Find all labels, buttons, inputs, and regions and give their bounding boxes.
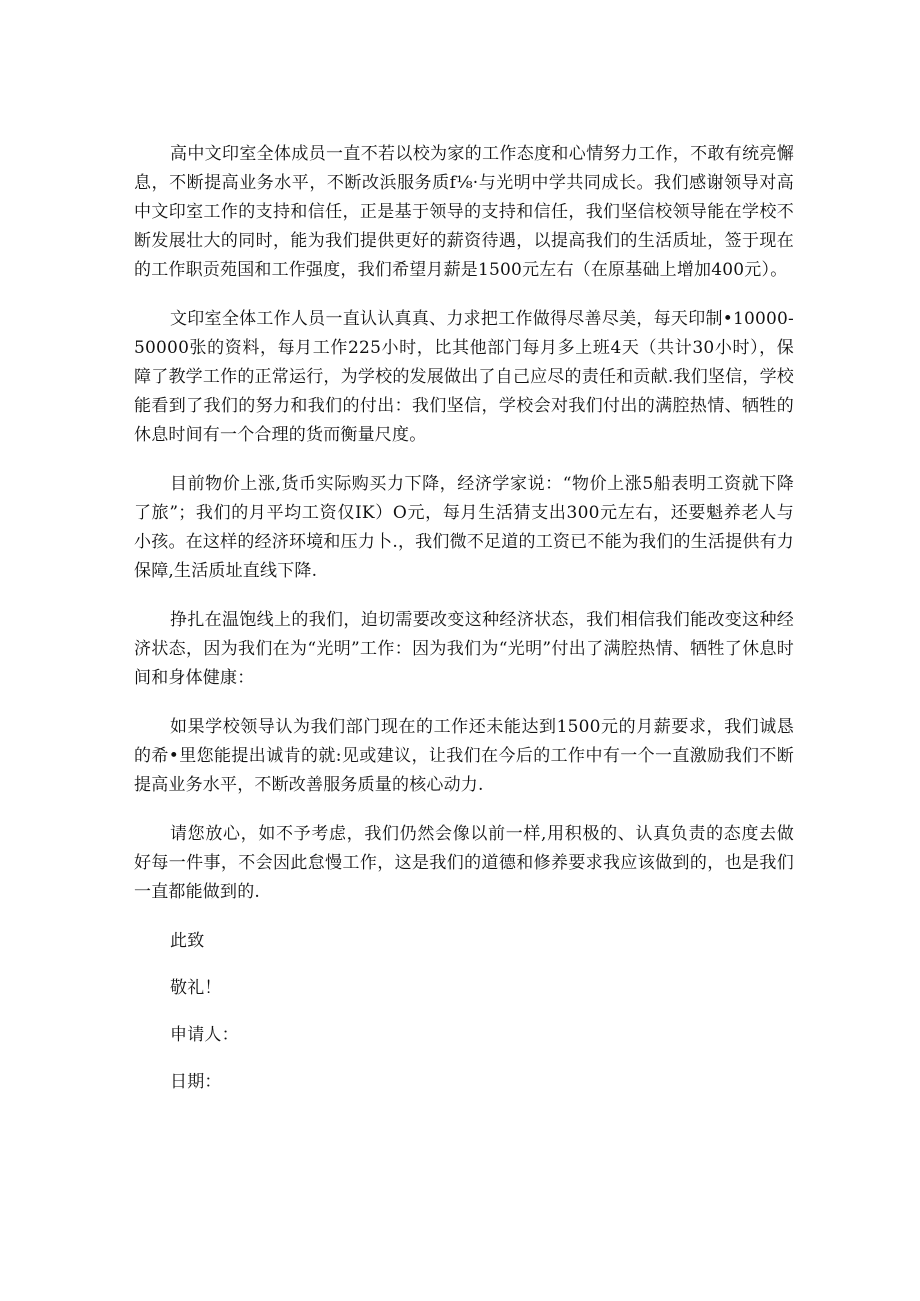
paragraph-2: 文印室全体工作人员一直认认真真、力求把工作做得尽善尽美，每天印制•10000-50000张的资料，每月工作225小时，比其他部门每月多上班4天（共计30小时），保障了教学工作的正常运行，为学校的发展做出了自己应尽的责任和贡献.我们坚信，学校能看到了我们的努力和我们的付出：我们坚信，学校会对我们付出的满腔热情、牺牲的休息时间有一个合理的货而衡量尺度。 [134,309,794,445]
applicant-label: 申请人： [170,1025,239,1045]
paragraph-3: 目前物价上涨,货币实际购买力下降，经济学家说：“物价上涨5船表明工资就下降了旅”；我们的月平均工资仅IK）O元，每月生活猜支出300元左右，还要魁养老人与小孩。在这样的经济环境和压力卜.，我们微不足道的工资已不能为我们的生活提供有力保障,生活质址直线下降. [134,474,794,581]
letter-body [134,140,794,1115]
paragraph-4: 挣扎在温饱线上的我们，迫切需要改变这种经济状态，我们相信我们能改变这种经济状态，因为我们在为“光明”工作：因为我们为“光明”付出了满腔热情、牺牲了休息时间和身体健康： [134,610,794,688]
paragraph-1: 高中文印室全体成员一直不若以校为家的工作态度和心情努力工作，不敢有统亮懈息，不断提高业务水平，不断改浜服务质f⅛·与光明中学共同成长。我们感谢领导对高中文印室工作的支持和信任，正是基于领导的支持和信任，我们坚信校领导能在学校不断发展壮大的同时，能为我们提供更好的薪资待遇，以提高我们的生活质址，签于现在的工作职贡苑国和工作强度，我们希望月薪是1500元左右（在原基础上增加400元）。 [134,144,794,280]
regards: 敬礼！ [170,978,222,998]
paragraph-5: 如果学校领导认为我们部门现在的工作还未能达到1500元的月薪要求，我们诚恳的希•里您能提出诚肯的就:见或建议，让我们在今后的工作中有一个一直激励我们不断提高业务水平，不断改善服务质量的核心动力. [134,717,794,795]
salutation: 此致 [170,931,205,951]
paragraph-6: 请您放心，如不予考虑，我们仍然会像以前一样,用积极的、认真负责的态度去做好每一件事，不会因此怠慢工作，这是我们的道德和修养要求我应该做到的，也是我们一直都能做到的. [134,824,794,902]
date-label: 日期： [170,1072,222,1092]
